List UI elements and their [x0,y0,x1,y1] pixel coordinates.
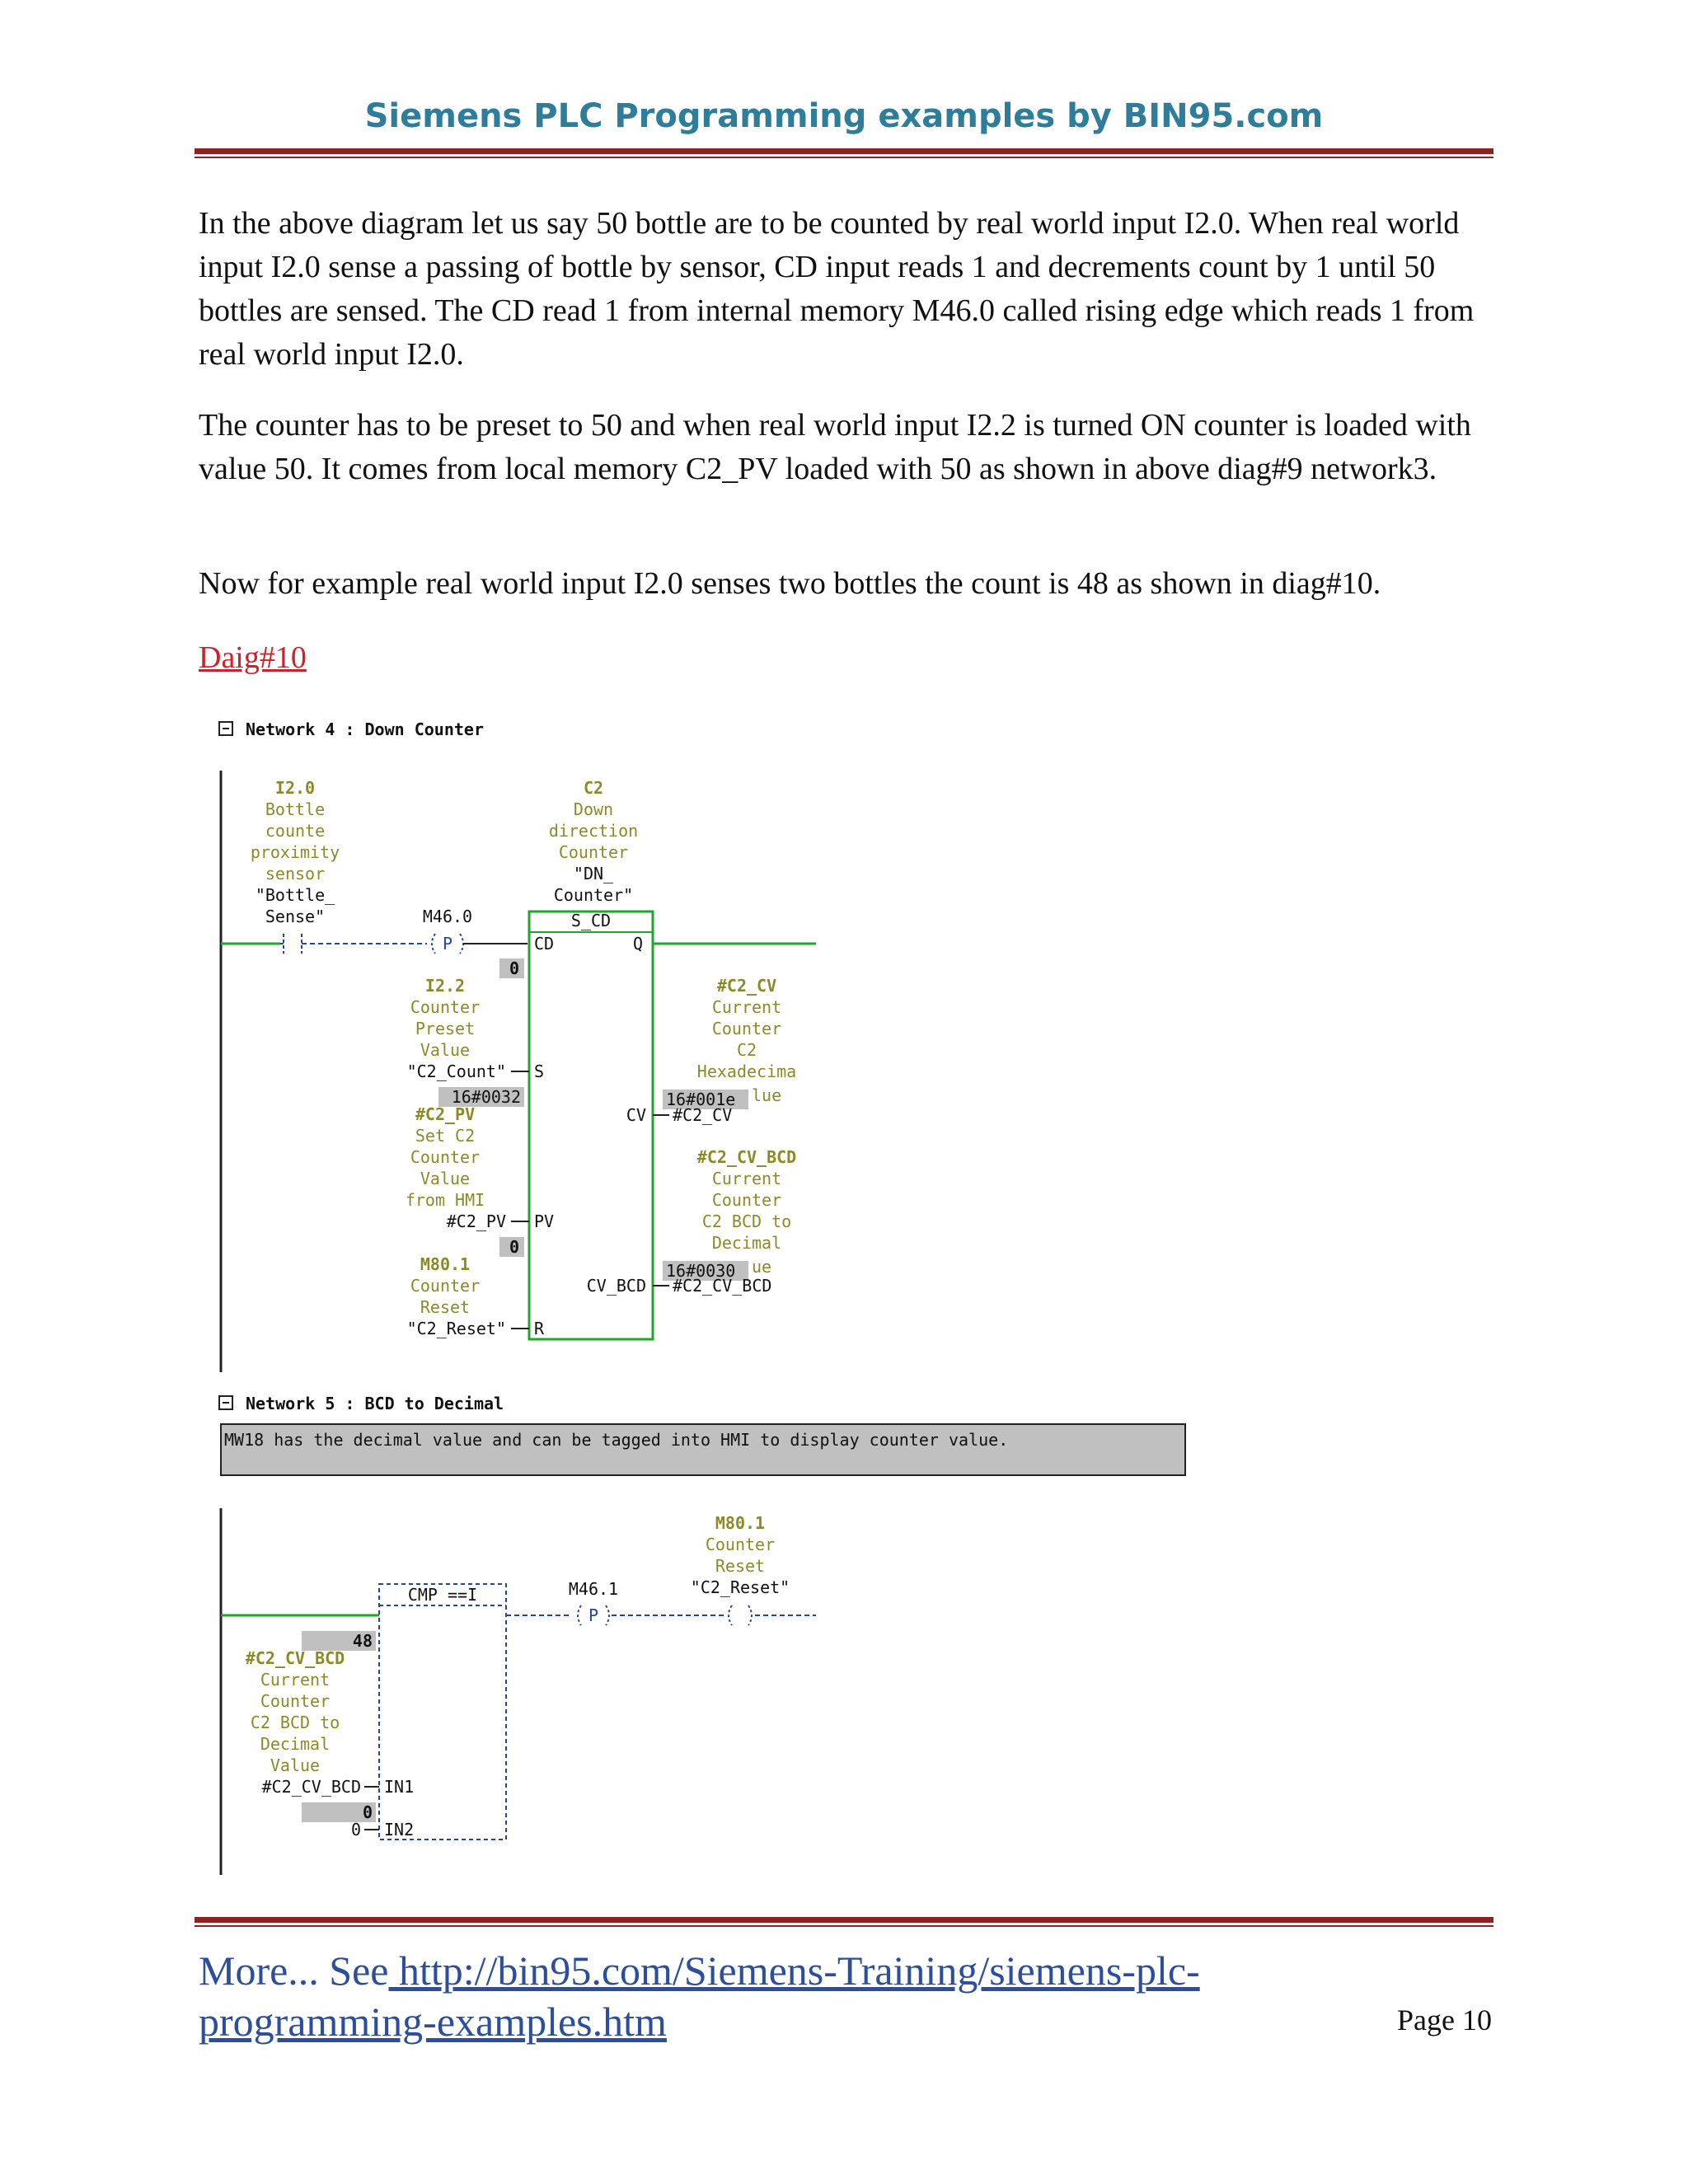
r-input-comment: Counter [410,1276,481,1296]
pv-input-comment: Value [420,1169,471,1188]
s-input-comment: Counter [410,997,481,1017]
cv-output-comment: Counter [711,1019,782,1038]
counter-type: S_CD [570,911,612,930]
network-5-header: Network 5 : BCD to Decimal [246,1394,504,1413]
pv-input-symbol: #C2_PV [446,1212,506,1231]
coil-comment: Counter [705,1535,776,1554]
cv-output-comment: Current [711,997,782,1017]
contact-symbol: Sense" [265,907,326,926]
network-5 [219,1394,1185,1875]
status-in1: 48 [352,1631,373,1651]
contact-comment: Bottle [265,799,326,819]
cv-output-comment: C2 [736,1040,757,1060]
rising-edge-m46-1[interactable] [578,1605,609,1625]
rising-edge-m46-0[interactable] [432,934,463,954]
contact-symbol: "Bottle_ [255,885,335,905]
edge-address: M46.0 [422,907,473,926]
pin-r: R [534,1319,545,1338]
cv-output-address: #C2_CV [716,976,777,996]
contact-comment: sensor [265,864,326,883]
contact-address: I2.0 [274,778,316,798]
cvbcd-output-comment: Counter [711,1190,782,1210]
coil-symbol: "C2_Reset" [690,1577,790,1597]
pv-input-comment: Counter [410,1147,481,1167]
cv-output-comment-tail: lue [752,1085,782,1105]
counter-comment: Down [573,799,614,819]
cvbcd-output-address: #C2_CV_BCD [696,1147,797,1167]
paragraph-1: In the above diagram let us say 50 bottle are to be counted by real world input I2.0. When real world input I2.0 sense a passing of bottle by sensor, CD input reads 1 and decrements count by 1 until 50 bottles are sensed. The CD read 1 from internal memory M46.0 called rising edge which reads 1 from real world input I2.0. [199,206,1475,372]
cv-output-symbol: #C2_CV [673,1105,733,1125]
cvbcd-output-comment: C2 BCD to [701,1212,792,1231]
page-number: Page 10 [1397,2004,1492,2036]
counter-comment: direction [548,821,639,841]
coil-m80-1[interactable] [729,1605,752,1625]
pin-in2: IN2 [384,1820,415,1840]
network-comment: MW18 has the decimal value and can be tagged into HMI to display counter value. [224,1430,1009,1450]
footer-more: More... See [199,1947,389,1994]
cvbcd-output-comment: Decimal [711,1233,782,1253]
counter-symbol: Counter" [553,885,634,905]
contact-comment: counte [265,821,326,841]
in1-input-comment: Current [260,1670,331,1690]
pv-input-address: #C2_PV [415,1104,476,1124]
in1-input-comment: Counter [260,1691,331,1711]
pv-input-comment: Set C2 [415,1126,476,1146]
edge-glyph: P [588,1605,599,1625]
counter-address: C2 [583,778,604,798]
footer-rule [195,1917,1493,1927]
counter-comment: Counter [558,842,629,862]
status-pv: 0 [509,1237,519,1257]
pin-pv: PV [534,1212,555,1231]
pin-cd: CD [534,934,555,954]
pin-cv: CV [626,1105,646,1125]
s-input-symbol: "C2_Count" [406,1062,506,1081]
in1-input-address: #C2_CV_BCD [245,1648,345,1668]
pin-in1: IN1 [384,1777,415,1797]
cvbcd-output-symbol: #C2_CV_BCD [673,1276,772,1296]
pin-s: S [534,1062,545,1081]
in1-input-comment: C2 BCD to [250,1713,340,1732]
r-input-symbol: "C2_Reset" [406,1319,506,1338]
edge-glyph: P [442,934,453,954]
in1-input-comment: Decimal [260,1734,331,1754]
counter-symbol: "DN_ [573,864,614,883]
pin-cv-bcd: CV_BCD [586,1276,646,1296]
network-4-header: Network 4 : Down Counter [246,719,484,739]
contact-i2-0[interactable] [280,934,302,954]
pin-q: Q [633,934,644,954]
in1-input-symbol: #C2_CV_BCD [261,1777,361,1797]
s-input-comment: Preset [415,1019,476,1038]
page-title: Siemens PLC Programming examples by BIN95.com [364,97,1324,135]
paragraph-2: The counter has to be preset to 50 and when real world input I2.2 is turned ON counter is loaded with value 50. It comes from local memory C2_PV loaded with 50 as shown in above diag#9 network3. [199,408,1471,486]
pv-input-comment: from HMI [405,1190,485,1210]
in2-constant: 0 [350,1820,361,1840]
diagram-label: Daig#10 [199,640,307,675]
contact-comment: proximity [250,842,340,862]
status-in2: 0 [362,1802,373,1822]
cvbcd-output-comment: Current [711,1169,782,1188]
coil-address: M80.1 [715,1513,766,1533]
cvbcd-output-comment-tail: ue [752,1257,772,1277]
cmp-title: CMP ==I [407,1585,478,1605]
s-input-address: I2.2 [424,976,466,996]
network-4 [219,719,816,1372]
status-s-value: 16#0032 [451,1087,521,1107]
status-cd: 0 [509,958,519,978]
footer-link[interactable] [199,1945,1394,2047]
r-input-address: M80.1 [420,1254,471,1274]
edge-address: M46.1 [568,1579,619,1599]
footer-url-line2[interactable]: programming-examples.htm [199,1999,667,2045]
s-input-comment: Value [420,1040,471,1060]
in1-input-comment: Value [270,1755,321,1775]
paragraph-3: Now for example real world input I2.0 senses two bottles the count is 48 as shown in diag#10. [199,566,1381,601]
cv-output-comment: Hexadecima [696,1062,797,1081]
coil-comment: Reset [715,1556,766,1576]
cmp-block[interactable] [379,1584,506,1840]
status-cvbcd: 16#0030 [666,1261,736,1281]
footer-url-line1[interactable]: http://bin95.com/Siemens-Training/siemens-plc- [388,1947,1200,1994]
r-input-comment: Reset [420,1297,471,1317]
status-cv: 16#001e [666,1090,736,1109]
